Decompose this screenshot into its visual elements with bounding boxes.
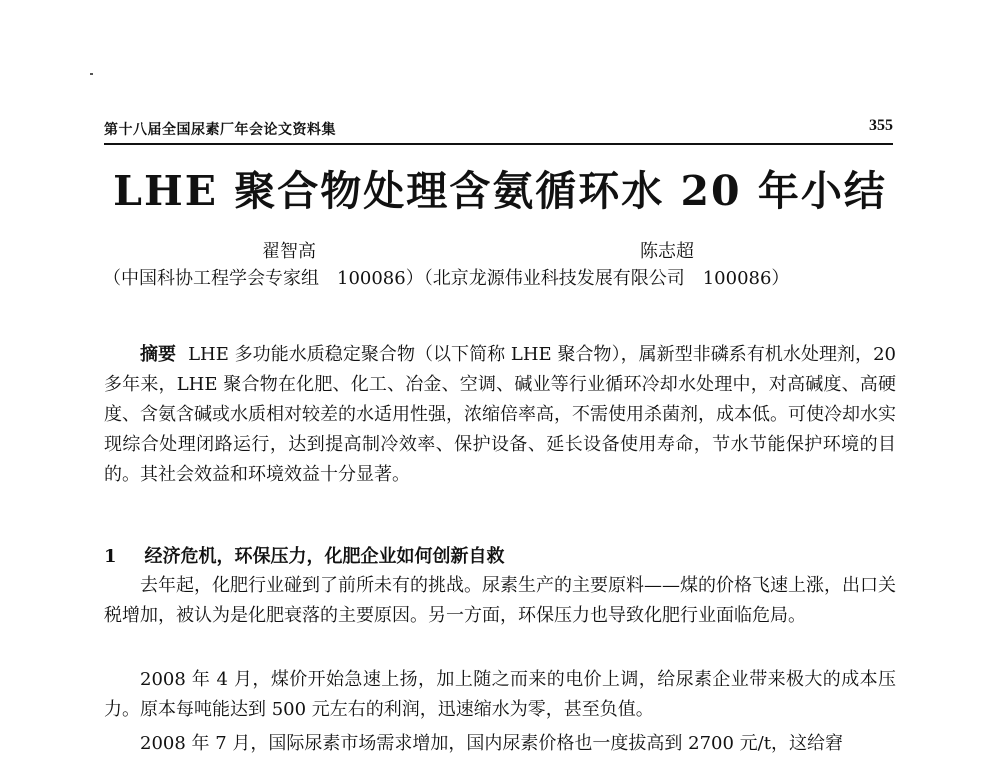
running-header [104,119,893,145]
author-affiliations: （中国科协工程学会专家组 100086）（北京龙源伟业科技发展有限公司 100086） [103,268,790,289]
abstract [104,340,896,490]
author-name: 陈志超 [640,241,694,262]
section-heading [104,542,505,568]
scan-speck [90,73,93,75]
paper-title: LHE 聚合物处理含氨循环水 20 年小结 [113,167,887,215]
page-number: 355 [869,117,893,134]
author-name: 翟智高 [262,241,316,262]
section-number: 1 [104,546,117,567]
abstract-label: 摘要 [140,344,177,365]
journal-name: 第十八届全国尿素厂年会论文资料集 [104,122,336,138]
section-title: 经济危机，环保压力，化肥企业如何创新自救 [144,546,505,567]
body-paragraph: 去年起，化肥行业碰到了前所未有的挑战。尿素生产的主要原料——煤的价格飞速上涨，出口关税增加，被认为是化肥衰落的主要原因。另一方面，环保压力也导致化肥行业面临危局。 [104,575,896,626]
body-paragraph: 2008 年 4 月，煤价开始急速上扬，加上随之而来的电价上调，给尿素企业带来极大的成本压力。原本每吨能达到 500 元左右的利润，迅速缩水为零，甚至负值。 [104,669,896,720]
abstract-text: LHE 多功能水质稳定聚合物（以下简称 LHE 聚合物），属新型非磷系有机水处理剂，20 多年来，LHE 聚合物在化肥、化工、冶金、空调、碱业等行业循环冷却水处理中，对高碱度、高硬度、含氨含碱或水质相对较差的水适用性强，浓缩倍率高，不需使用杀菌剂，成本低。可使冷却水实现综合处理闭路运行，达到提高制冷效率、保护设备、延长设备使用寿命，节水节能保护环境的目的。其社会效益和环境效益十分显著。 [104,344,896,485]
body-paragraph: 2008 年 7 月，国际尿素市场需求增加，国内尿素价格也一度拔高到 2700 元/t，这给窘 [140,733,843,754]
